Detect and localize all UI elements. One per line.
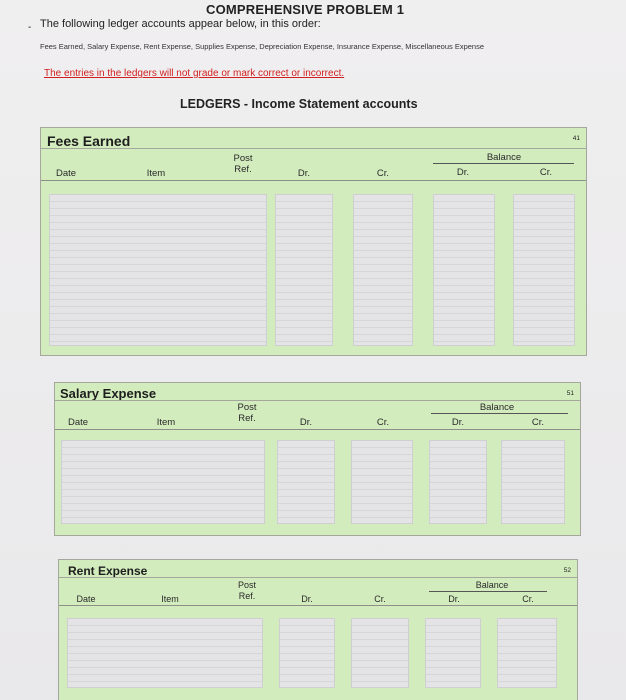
col-post-ref [227,580,267,602]
col-balance-dr: Dr. [456,167,470,178]
post-label: Post [233,153,253,164]
account-number: 41 [572,135,580,142]
entry-area-date-item[interactable] [49,194,267,346]
col-balance-dr: Dr. [448,594,460,604]
intro-text: The following ledger accounts appear below, in this order: [40,18,321,30]
ref-label: Ref. [234,164,252,175]
entry-area-cr[interactable] [351,440,413,524]
col-post-ref [227,402,267,424]
entry-area-dr[interactable] [277,440,335,524]
entry-area-balance-dr[interactable] [425,618,481,688]
entry-area-date-item[interactable] [61,440,265,524]
entry-area-balance-cr[interactable] [513,194,575,346]
entry-area-cr[interactable] [351,618,409,688]
col-dr: Dr. [297,168,311,179]
bullet-marker: - [28,22,32,33]
col-balance-cr: Cr. [539,167,553,178]
col-item: Item [146,168,166,179]
col-date: Date [76,594,96,604]
col-dr: Dr. [299,417,313,428]
ledger-salary-expense [54,382,581,536]
col-cr: Cr. [376,168,390,179]
col-balance: Balance [475,580,509,590]
col-balance-cr: Cr. [522,594,534,604]
ledger-rent-expense [58,559,578,700]
entry-area-balance-cr[interactable] [501,440,565,524]
entry-area-balance-dr[interactable] [429,440,487,524]
col-cr: Cr. [374,594,386,604]
account-name: Salary Expense [60,386,157,401]
col-balance-dr: Dr. [451,417,465,428]
col-balance-cr: Cr. [531,417,545,428]
col-item: Item [156,417,176,428]
grading-warning: The entries in the ledgers will not grade or mark correct or incorrect. [44,68,345,79]
account-number: 52 [563,567,571,574]
col-dr: Dr. [301,594,313,604]
col-date: Date [55,168,77,179]
col-cr: Cr. [376,417,390,428]
ledger-fees-earned [40,127,587,356]
entry-area-balance-cr[interactable] [497,618,557,688]
account-name: Rent Expense [68,564,148,578]
accounts-list: Fees Earned, Salary Expense, Rent Expense, Supplies Expense, Depreciation Expense, Insurance Expense, Miscellaneous Expense [40,42,485,51]
entry-area-balance-dr[interactable] [433,194,495,346]
col-balance: Balance [479,402,515,413]
col-item: Item [161,594,179,604]
col-post-ref [223,153,263,175]
entry-area-dr[interactable] [279,618,335,688]
ref-label: Ref. [238,591,256,601]
entry-area-date-item[interactable] [67,618,263,688]
col-balance: Balance [486,152,522,163]
entry-area-dr[interactable] [275,194,333,346]
problem-title: COMPREHENSIVE PROBLEM 1 [206,2,405,17]
ledgers-title: LEDGERS - Income Statement accounts [180,97,418,111]
col-date: Date [67,417,89,428]
post-label: Post [237,402,257,413]
post-label: Post [237,580,256,590]
account-name: Fees Earned [47,133,131,149]
account-number: 51 [566,390,574,397]
entry-area-cr[interactable] [353,194,413,346]
ref-label: Ref. [238,413,256,424]
